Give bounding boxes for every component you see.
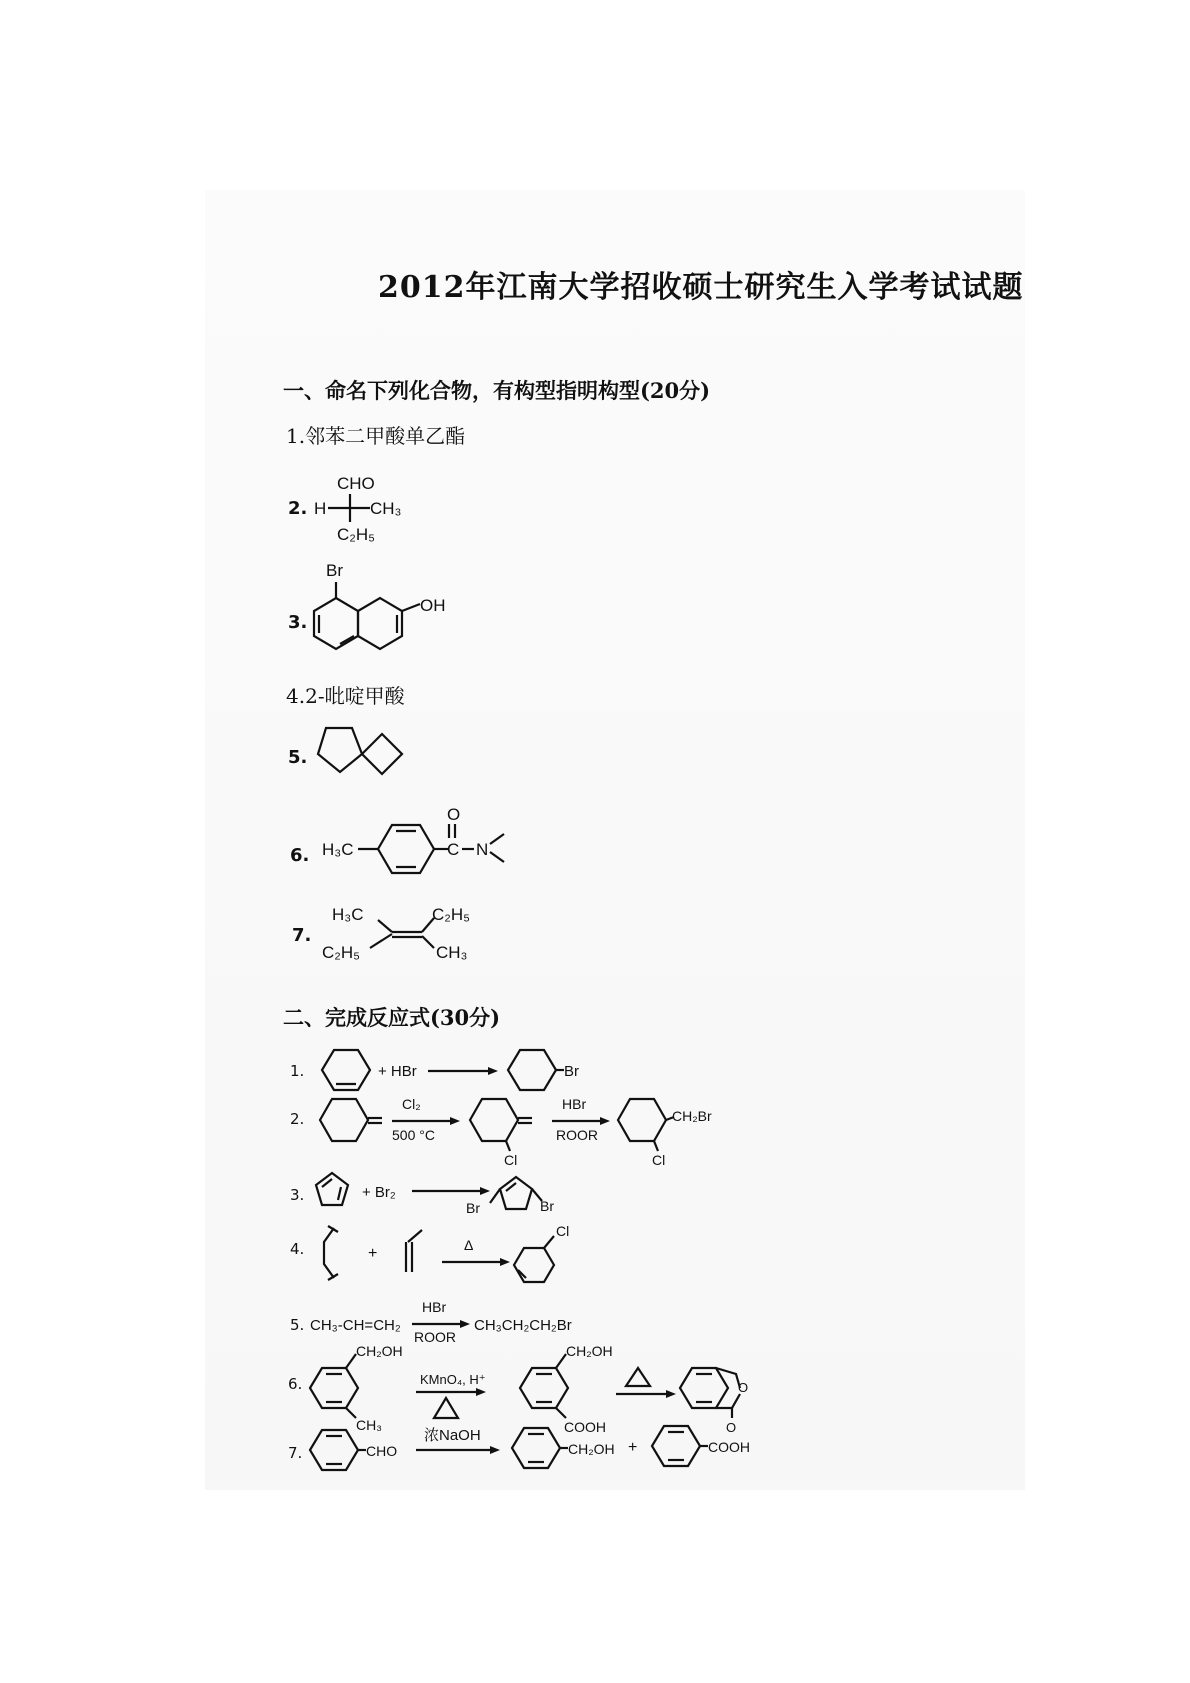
item-1 bbox=[286, 420, 465, 449]
butadiene bbox=[324, 1228, 334, 1278]
reaction-6-sub2: CH₃ bbox=[356, 1417, 382, 1433]
reaction-5-cond-bottom: ROOR bbox=[414, 1329, 456, 1345]
reaction-7-scheme bbox=[306, 1418, 766, 1478]
reaction-7-cond: 浓NaOH bbox=[424, 1427, 481, 1444]
item-1-number: 1. bbox=[286, 424, 306, 448]
chloro-methylene-ring bbox=[470, 1099, 518, 1141]
reaction-4-plus: + bbox=[368, 1245, 378, 1262]
item-6-number: 6. bbox=[290, 845, 310, 866]
item-4-text: 2-吡啶甲酸 bbox=[305, 684, 405, 708]
reaction-2-number: 2. bbox=[290, 1110, 305, 1128]
item-7-number: 7. bbox=[292, 925, 312, 946]
reaction-2-cond1-bottom: 500 °C bbox=[392, 1127, 435, 1143]
exam-title: 2012年江南大学招收硕士研究生入学考试试题 bbox=[378, 270, 1024, 305]
naphthalene-ring-left bbox=[314, 598, 358, 649]
reaction-3-number: 3. bbox=[290, 1186, 305, 1204]
alkene-bottom-left-label: C₂H₅ bbox=[322, 943, 361, 962]
reaction-7-reactant: CHO bbox=[366, 1443, 398, 1459]
reaction-3-product-left: Br bbox=[466, 1200, 480, 1216]
item-7-alkene-structure bbox=[322, 900, 492, 970]
fischer-right-label: CH₃ bbox=[370, 499, 402, 518]
reaction-2-cond1-top: Cl₂ bbox=[402, 1096, 421, 1112]
reaction-2-product-top: CH₂Br bbox=[672, 1108, 712, 1124]
item-5-number: 5. bbox=[288, 747, 308, 768]
amide-c-label: C bbox=[447, 840, 460, 859]
reaction-5-cond-top: HBr bbox=[422, 1299, 447, 1315]
reaction-1-product-label: Br bbox=[564, 1063, 579, 1080]
reaction-6-triangle-symbol bbox=[434, 1398, 458, 1418]
reaction-2-cond2-bottom: ROOR bbox=[556, 1127, 598, 1143]
reaction-5-product: CH₃CH₂CH₂Br bbox=[474, 1317, 572, 1334]
cyclopentadiene-ring bbox=[316, 1173, 348, 1205]
reaction-7-plus: + bbox=[628, 1439, 638, 1456]
reaction-5-scheme bbox=[310, 1296, 610, 1346]
product-ring bbox=[618, 1099, 666, 1141]
alkene-top-left-label: H₃C bbox=[332, 905, 364, 924]
reaction-3-product-right: Br bbox=[540, 1198, 554, 1214]
methylenecyclohexane-ring bbox=[320, 1099, 368, 1141]
cyclobutane-ring bbox=[362, 734, 402, 774]
reaction-5-number: 5. bbox=[290, 1316, 305, 1334]
item-3-naphthalene-structure bbox=[308, 558, 458, 668]
reaction-1-number: 1. bbox=[290, 1062, 305, 1080]
reaction-4-scheme bbox=[310, 1220, 590, 1300]
reaction-6-triangle-symbol-2 bbox=[626, 1368, 650, 1386]
reaction-7-number: 7. bbox=[288, 1444, 303, 1462]
amide-o-label: O bbox=[447, 805, 461, 824]
reaction-6-mid2: COOH bbox=[564, 1419, 606, 1435]
fischer-bottom-label: C₂H₅ bbox=[337, 525, 376, 544]
phthalide-lactone-ring-top bbox=[716, 1368, 740, 1388]
reaction-2-cond2-top: HBr bbox=[562, 1096, 587, 1112]
reaction-7-product2: COOH bbox=[708, 1439, 750, 1455]
naphthalene-br-label: Br bbox=[326, 561, 343, 580]
fischer-top-label: CHO bbox=[337, 474, 375, 493]
cyclohexyl-ring bbox=[508, 1050, 556, 1090]
reaction-4-product-label: Cl bbox=[556, 1223, 570, 1239]
item-4 bbox=[286, 680, 405, 709]
item-6-amide-structure bbox=[322, 800, 532, 880]
item-2-number: 2. bbox=[288, 498, 308, 519]
item-1-text: 邻苯二甲酸单乙酯 bbox=[305, 424, 466, 448]
item-5-spiro-structure bbox=[316, 722, 416, 782]
reaction-6-sub1: CH₂OH bbox=[356, 1343, 403, 1359]
reaction-3-reagent: + Br₂ bbox=[362, 1184, 396, 1201]
fischer-left-label: H bbox=[314, 499, 327, 518]
naphthalene-oh-label: OH bbox=[420, 596, 446, 615]
dibromocyclopentene-ring bbox=[500, 1177, 532, 1209]
reaction-4-condition: Δ bbox=[464, 1237, 474, 1253]
amide-n-label: N bbox=[476, 840, 489, 859]
reaction-6-number: 6. bbox=[288, 1375, 303, 1393]
reaction-1-reagent: + HBr bbox=[378, 1063, 417, 1080]
naphthalene-ring-right bbox=[358, 598, 402, 649]
reaction-6-mid1: CH₂OH bbox=[566, 1343, 613, 1359]
reaction-2-scheme bbox=[310, 1085, 730, 1170]
item-4-number: 4. bbox=[286, 684, 306, 708]
reaction-6-o-ring: O bbox=[738, 1380, 749, 1395]
reaction-2-product-bottom: Cl bbox=[652, 1152, 666, 1168]
item-3-number: 3. bbox=[288, 612, 308, 633]
cyclopentane-ring bbox=[318, 728, 362, 772]
reaction-4-number: 4. bbox=[290, 1240, 305, 1258]
chlorocyclohexene-ring bbox=[514, 1248, 554, 1282]
benzene-ring bbox=[378, 825, 434, 873]
reaction-6-o-carbonyl: O bbox=[726, 1420, 737, 1435]
amide-methyl-label: H₃C bbox=[322, 840, 354, 859]
reaction-6-cond: KMnO₄, H⁺ bbox=[420, 1372, 486, 1387]
reaction-2-mid-label: Cl bbox=[504, 1152, 518, 1168]
section1-heading: 一、命名下列化合物，有构型指明构型(20分) bbox=[283, 378, 711, 403]
section2-heading: 二、完成反应式(30分) bbox=[283, 1005, 501, 1030]
reaction-5-reactant: CH₃-CH=CH₂ bbox=[310, 1317, 401, 1334]
reaction-7-product1: CH₂OH bbox=[568, 1441, 615, 1457]
alkene-bottom-right-label: CH₃ bbox=[436, 943, 468, 962]
item-2-fischer-projection bbox=[310, 470, 420, 550]
alkene-top-right-label: C₂H₅ bbox=[432, 905, 471, 924]
